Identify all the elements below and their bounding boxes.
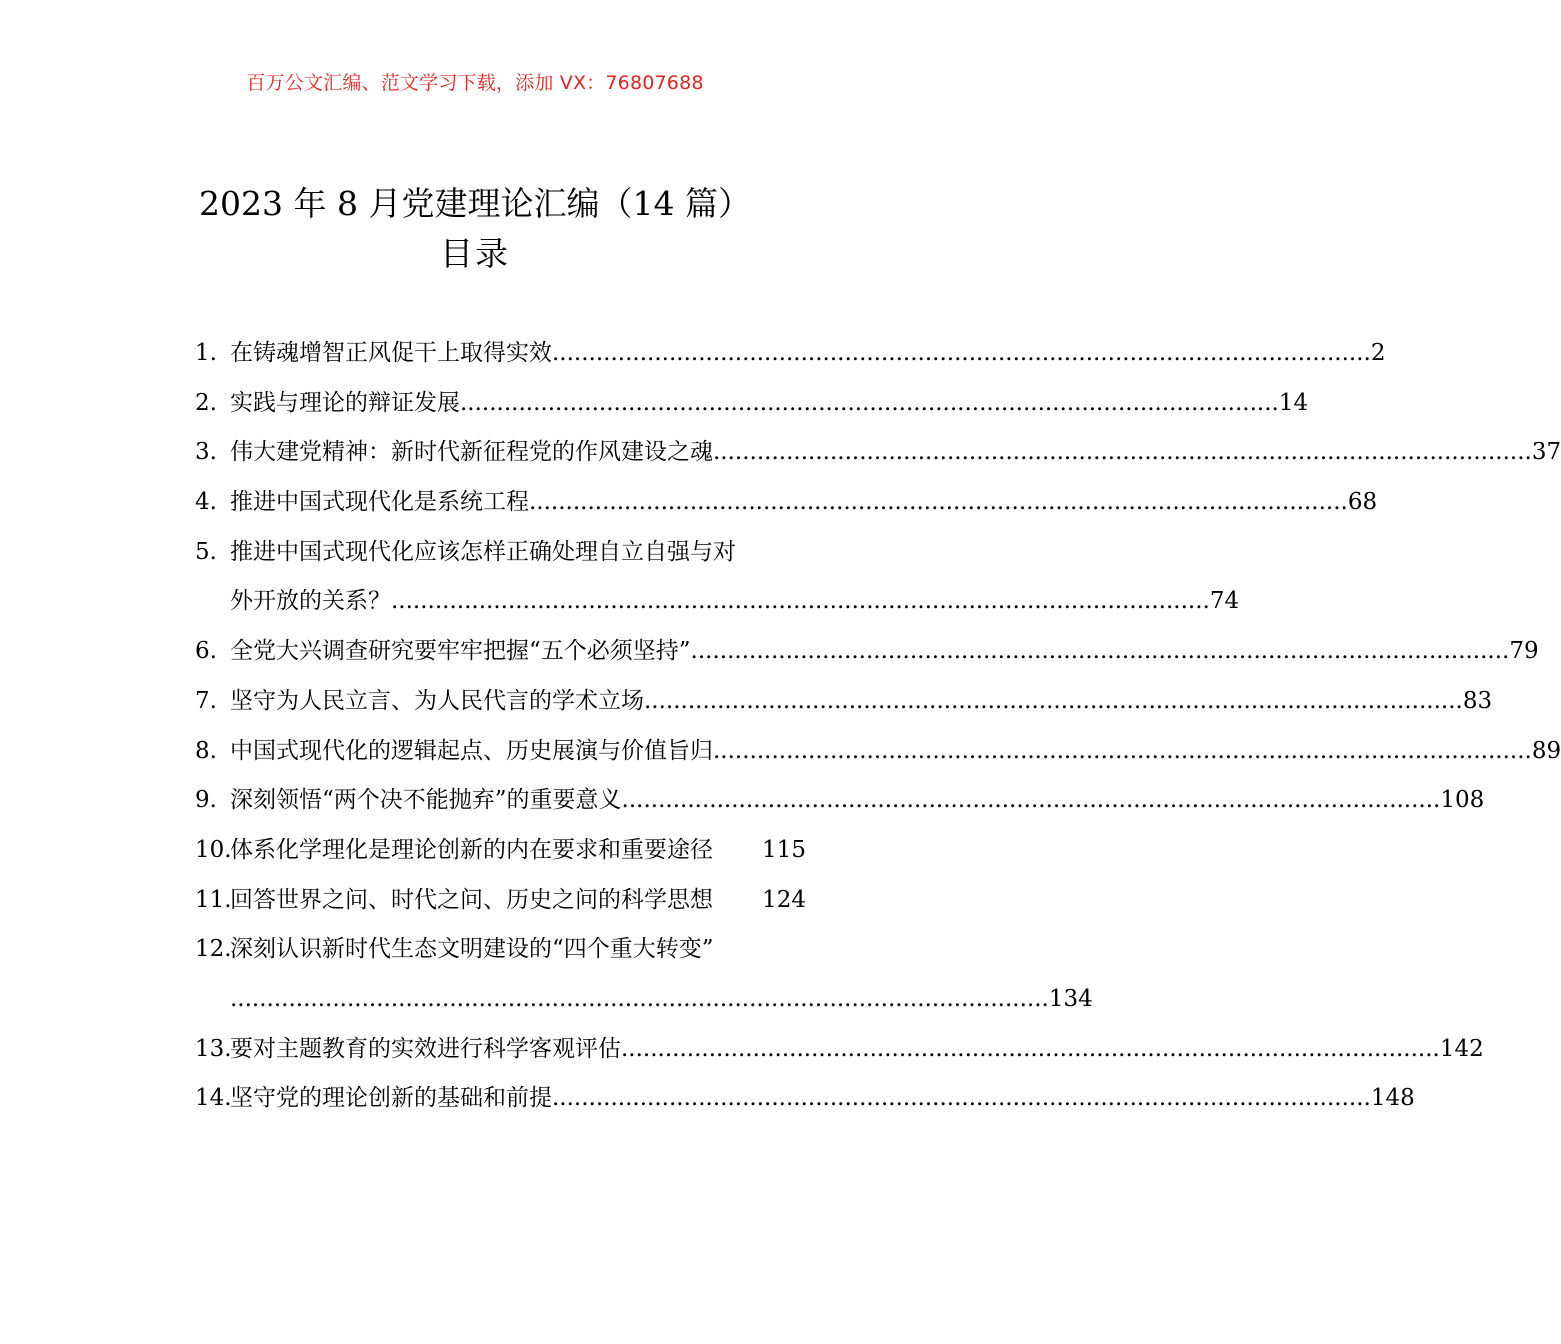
- toc-entry[interactable]: [195, 432, 1561, 472]
- entry-number: 4.: [195, 489, 217, 516]
- entry-page: 124: [762, 886, 806, 913]
- entry-page: 68: [1347, 489, 1378, 516]
- leader-dots: ................................................................................................................: [529, 489, 1348, 516]
- toc-entry[interactable]: [195, 1029, 1484, 1069]
- leader-dots: ................................................................................................................: [690, 638, 1510, 665]
- toc-entry[interactable]: [195, 1078, 1415, 1118]
- entry-number: 8.: [195, 737, 217, 764]
- entry-title: 坚守党的理论创新的基础和前提: [230, 1085, 552, 1112]
- leader-dots: ................................................................................................................: [552, 340, 1371, 366]
- entry-title: 中国式现代化的逻辑起点、历史展演与价值旨归: [230, 737, 713, 764]
- entry-number: 14.: [195, 1085, 232, 1112]
- toc-entry[interactable]: [195, 383, 1309, 423]
- table-of-contents: [195, 333, 1561, 1118]
- entry-title: 推进中国式现代化应该怎样正确处理自立自强与对: [230, 538, 736, 565]
- document-title: 2023 年 8 月党建理论汇编（14 篇）: [199, 184, 751, 223]
- leader-dots: ................................................................................................................: [621, 1035, 1440, 1062]
- leader-dots: ................................................................................................................: [644, 687, 1463, 714]
- leader-dots: ................................................................................................................: [621, 787, 1441, 814]
- toc-heading: 目录: [440, 234, 510, 273]
- entry-page: 148: [1370, 1085, 1415, 1112]
- entry-number: 13.: [195, 1035, 232, 1062]
- entry-page: 2: [1370, 340, 1386, 366]
- leader-dots: ................................................................................................................: [713, 737, 1532, 764]
- entry-number: 3.: [195, 439, 217, 466]
- entry-page: 134: [1048, 985, 1093, 1012]
- leader-dots: ................................................................................................................: [230, 985, 1049, 1012]
- entry-number: 2.: [195, 389, 217, 416]
- entry-number: 10.: [195, 836, 232, 863]
- entry-page: 14: [1278, 389, 1309, 416]
- toc-entry[interactable]: [195, 929, 1093, 1019]
- leader-dots: ................................................................................................................: [552, 1085, 1371, 1112]
- entry-title-continued: 外开放的关系？: [230, 588, 391, 615]
- toc-entry[interactable]: [195, 681, 1493, 721]
- toc-entry[interactable]: [195, 631, 1539, 671]
- toc-entry[interactable]: [195, 731, 1561, 771]
- entry-title: 坚守为人民立言、为人民代言的学术立场: [230, 687, 644, 714]
- entry-title: 要对主题教育的实效进行科学客观评估: [230, 1035, 621, 1062]
- entry-page: 142: [1439, 1035, 1484, 1062]
- watermark-banner: 百万公文汇编、范文学习下载，添加 VX：76807688: [246, 72, 704, 94]
- entry-number: 11.: [195, 886, 232, 913]
- entry-number: 6.: [195, 638, 217, 665]
- toc-entry[interactable]: [195, 830, 806, 870]
- entry-title: 实践与理论的辩证发展: [230, 389, 460, 416]
- entry-title: 深刻认识新时代生态文明建设的“四个重大转变”: [230, 936, 714, 963]
- entry-page: 83: [1462, 687, 1493, 714]
- entry-number: 1.: [195, 340, 217, 366]
- entry-title: 回答世界之问、时代之问、历史之问的科学思想: [230, 886, 713, 913]
- entry-page: 37: [1531, 439, 1561, 466]
- entry-page: 108: [1440, 787, 1485, 814]
- toc-entry[interactable]: [195, 333, 1386, 373]
- toc-entry[interactable]: [195, 880, 806, 920]
- entry-page: 115: [762, 836, 806, 863]
- entry-title: 体系化学理化是理论创新的内在要求和重要途径: [230, 836, 713, 863]
- leader-dots: ................................................................................................................: [713, 439, 1532, 466]
- entry-number: 12.: [195, 936, 232, 963]
- entry-title: 伟大建党精神：新时代新征程党的作风建设之魂: [230, 439, 713, 466]
- entry-page: 74: [1209, 588, 1240, 615]
- entry-number: 9.: [195, 787, 217, 814]
- entry-page: 89: [1531, 737, 1561, 764]
- entry-title: 推进中国式现代化是系统工程: [230, 489, 529, 516]
- leader-dots: ................................................................................................................: [391, 588, 1210, 615]
- leader-dots: ................................................................................................................: [460, 389, 1279, 416]
- toc-entry[interactable]: [195, 780, 1485, 820]
- toc-entry[interactable]: [195, 482, 1378, 522]
- toc-entry[interactable]: [195, 532, 1240, 622]
- entry-title: 深刻领悟“两个决不能抛弃”的重要意义: [230, 787, 622, 814]
- entry-title: 在铸魂增智正风促干上取得实效: [230, 340, 552, 366]
- entry-title: 全党大兴调查研究要牢牢把握“五个必须坚持”: [230, 638, 691, 665]
- entry-number: 7.: [195, 687, 217, 714]
- entry-page: 79: [1509, 638, 1539, 665]
- entry-number: 5.: [195, 538, 217, 565]
